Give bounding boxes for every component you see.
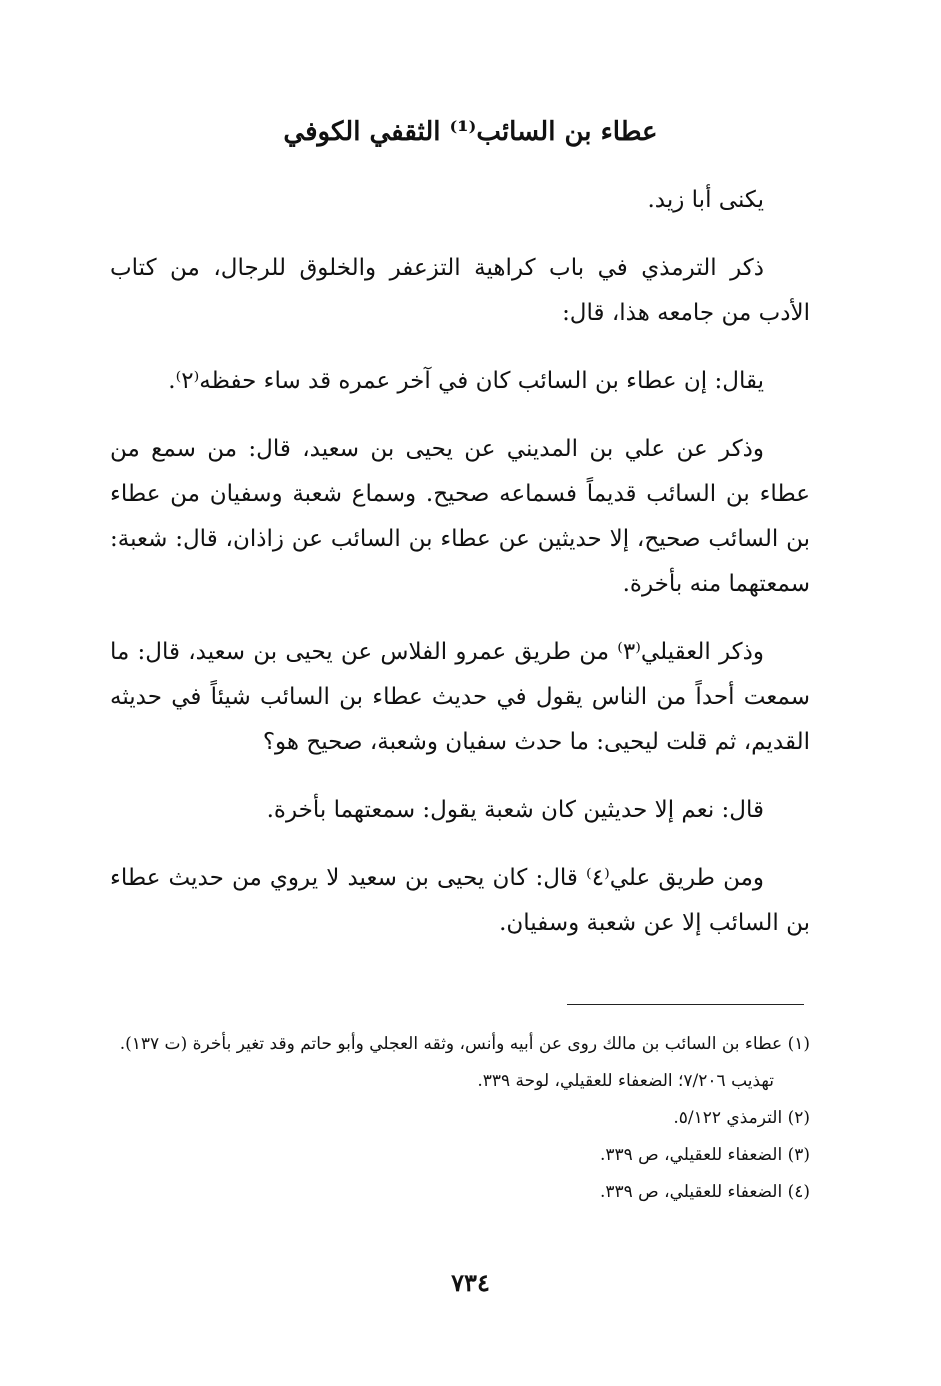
paragraph: قال: نعم إلا حديثين كان شعبة يقول: سمعتهما بأخرة. [266, 797, 764, 823]
footnotes [110, 1026, 810, 1211]
footnote: (٤) الضعفاء للعقيلي، ص ٣٣٩. [599, 1182, 810, 1202]
paragraph: ذكر الترمذي في باب كراهية التزعفر والخلوق للرجال، من كتاب الأدب من جامعه هذا، قال: [110, 255, 810, 326]
page-title: عطاء بن السائب⁽¹⁾ الثقفي الكوفي [283, 117, 658, 147]
footnote: (١) عطاء بن السائب بن مالك روى عن أبيه وأنس، وثقه العجلي وأبو حاتم وقد تغير بأخرة (ت ١٣٧). [119, 1034, 810, 1054]
paragraph: ومن طريق علي⁽٤⁾ قال: كان يحيى بن سعيد لا يروي من حديث عطاء بن السائب إلا عن شعبة وسفيان. [110, 865, 810, 936]
paragraph: يكنى أبا زيد. [647, 187, 764, 213]
paragraph: يقال: إن عطاء بن السائب كان في آخر عمره قد ساء حفظه⁽٢⁾. [168, 368, 764, 394]
paragraph: وذكر عن علي بن المديني عن يحيى بن سعيد، قال: من سمع من عطاء بن السائب قديماً فسماعه صحيح. وسماع شعبة وسفيان من عطاء بن السائب صحيح، إلا حديثين عن عطاء بن السائب عن زاذان، قال: شعبة: سمعتهما منه بأخرة. [110, 436, 810, 597]
footnote: (٣) الضعفاء للعقيلي، ص ٣٣٩. [599, 1145, 810, 1165]
page-number: ٧٣٤ [451, 1268, 490, 1297]
body-text [110, 178, 810, 969]
paragraph: وذكر العقيلي⁽٣⁾ من طريق عمرو الفلاس عن يحيى بن سعيد، قال: ما سمعت أحداً من الناس يقول في حديث عطاء بن السائب شيئاً في حديثه القديم، ثم قلت ليحيى: ما حدث سفيان وشعبة، صحيح هو؟ [110, 639, 810, 755]
footnote-continuation: تهذيب ٧/٢٠٦؛ الضعفاء للعقيلي، لوحة ٣٣٩. [477, 1071, 774, 1091]
footnote: (٢) الترمذي ٥/١٢٢. [673, 1108, 810, 1128]
footnote-divider [567, 1004, 804, 1005]
